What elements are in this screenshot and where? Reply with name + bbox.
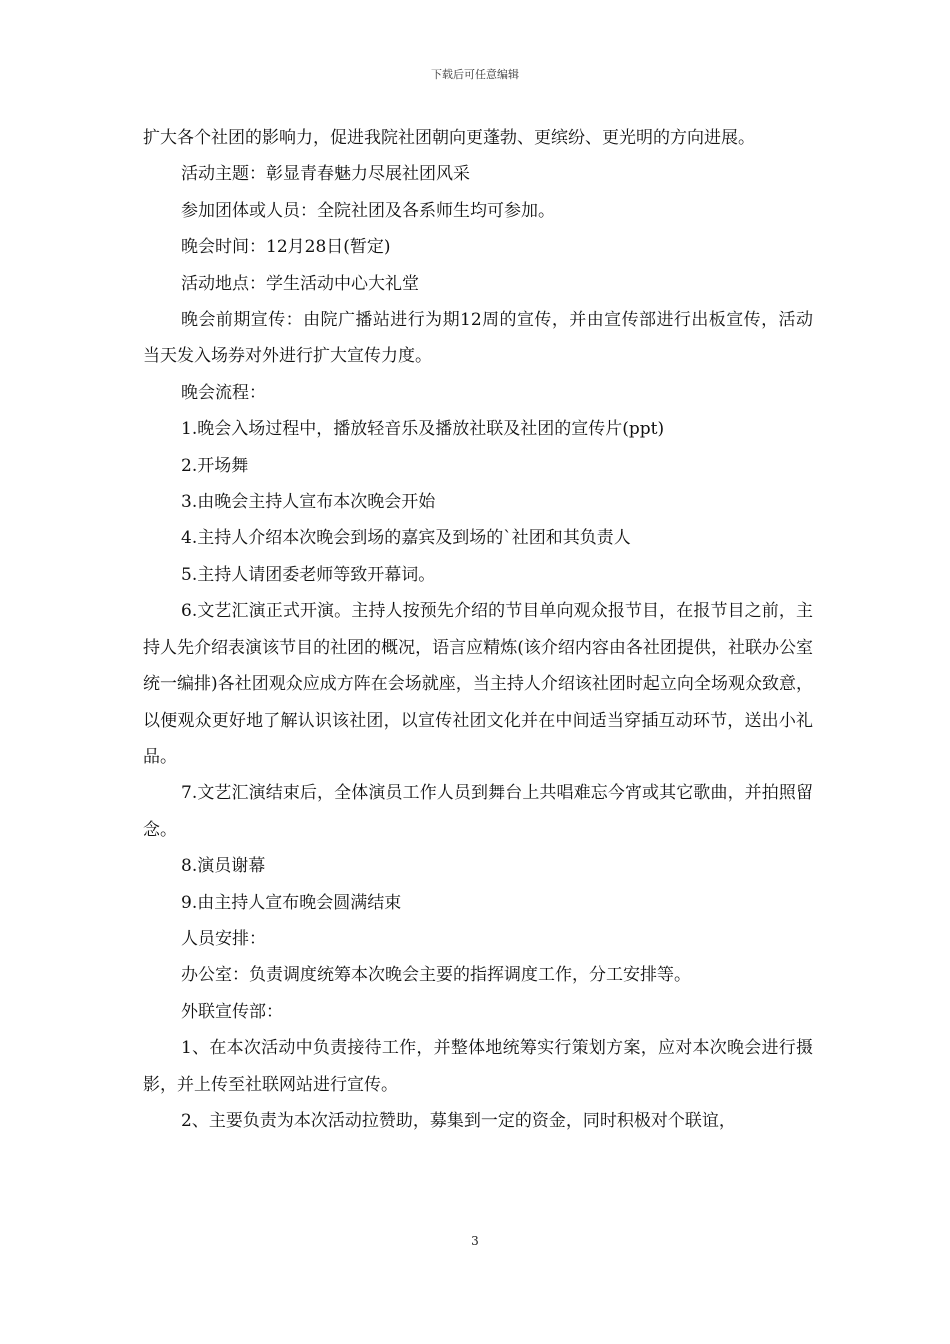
paragraph: 活动地点：学生活动中心大礼堂 <box>181 273 419 294</box>
paragraph: 晚会前期宣传：由院广播站进行为期12周的宣传，并由宣传部进行出板宣传，活动当天发入场券对外进行扩大宣传力度。 <box>143 310 813 367</box>
page-number: 3 <box>471 1234 479 1248</box>
paragraph: 活动主题：彰显青春魅力尽展社团风采 <box>181 164 470 185</box>
paragraph: 8.演员谢幕 <box>181 856 266 877</box>
paragraph: 外联宣传部： <box>181 1001 283 1022</box>
paragraph: 5.主持人请团委老师等致开幕词。 <box>181 564 436 585</box>
page-header-note: 下载后可任意编辑 <box>431 68 519 81</box>
paragraph: 扩大各个社团的影响力，促进我院社团朝向更蓬勃、更缤纷、更光明的方向进展。 <box>143 128 755 148</box>
paragraph: 3.由晚会主持人宣布本次晚会开始 <box>181 492 436 513</box>
paragraph: 2、主要负责为本次活动拉赞助，募集到一定的资金，同时积极对个联谊， <box>181 1110 736 1131</box>
paragraph: 参加团体或人员：全院社团及各系师生均可参加。 <box>181 200 555 221</box>
paragraph: 人员安排： <box>181 928 266 949</box>
paragraph: 晚会流程： <box>181 382 266 403</box>
document-body <box>143 120 813 1139</box>
paragraph: 办公室：负责调度统筹本次晚会主要的指挥调度工作，分工安排等。 <box>181 965 691 986</box>
paragraph: 1.晚会入场过程中，播放轻音乐及播放社联及社团的宣传片(ppt) <box>181 419 665 440</box>
paragraph: 9.由主持人宣布晚会圆满结束 <box>181 892 402 913</box>
paragraph: 2.开场舞 <box>181 455 249 476</box>
paragraph: 6.文艺汇演正式开演。主持人按预先介绍的节目单向观众报节目，在报节目之前，主持人先介绍表演该节目的社团的概况，语言应精炼(该介绍内容由各社团提供，社联办公室统一编排)各社团观众应成方阵在会场就座，当主持人介绍该社团时起立向全场观众致意，以便观众更好地了解认识该社团，以宣传社团文化并在中间适当穿插互动环节，送出小礼品。 <box>143 601 813 767</box>
paragraph: 4.主持人介绍本次晚会到场的嘉宾及到场的`社团和其负责人 <box>181 528 631 549</box>
paragraph: 1、在本次活动中负责接待工作，并整体地统筹实行策划方案，应对本次晚会进行摄影，并上传至社联网站进行宣传。 <box>143 1038 813 1095</box>
paragraph: 晚会时间：12月28日(暂定) <box>181 237 391 258</box>
paragraph: 7.文艺汇演结束后，全体演员工作人员到舞台上共唱难忘今宵或其它歌曲，并拍照留念。 <box>143 783 813 840</box>
